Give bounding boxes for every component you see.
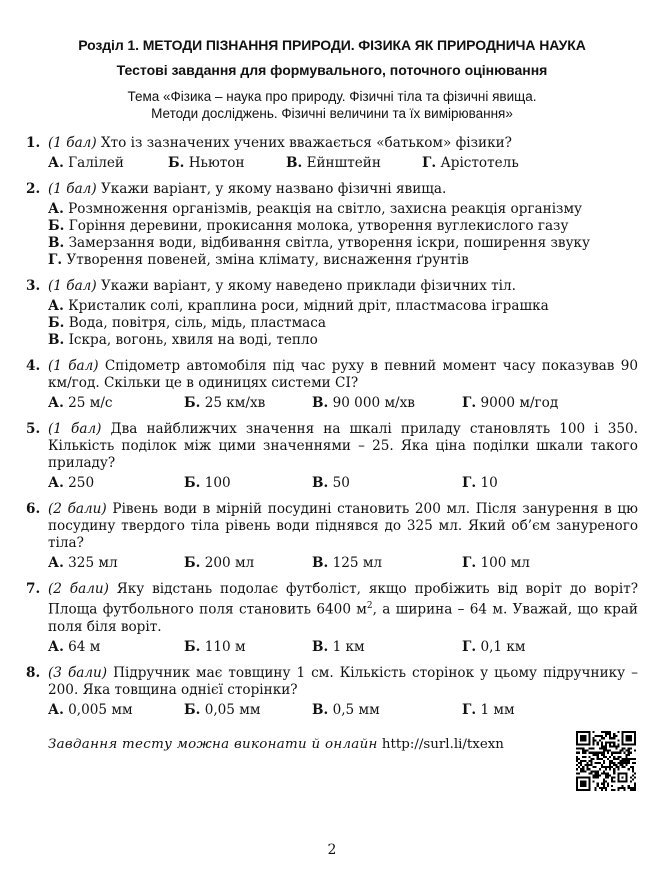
question-number: 8.: [26, 664, 41, 681]
answer-option-g[interactable]: Г. 9000 м/год: [462, 395, 559, 411]
answer-option-g[interactable]: Г. 1 мм: [462, 701, 515, 718]
question-text: Яку відстань подолає футболіст, якщо пробіжить від воріт до воріт? Площа футбольного поля становить 6400 м: [48, 581, 638, 618]
question-2: [26, 181, 638, 269]
answer-option-g[interactable]: Г. 0,1 км: [462, 638, 526, 655]
answer-option-a[interactable]: А. Розмноження організмів, реакція на світло, захисна реакція організму: [48, 201, 583, 217]
answer-option-b[interactable]: Б. Горіння деревини, прокисання молока, утворення вуглекислого газу: [48, 218, 569, 234]
subtitle: Тестові завдання для формувального, поточного оцінювання: [116, 62, 548, 78]
answer-option-b[interactable]: Б. 0,05 мм: [184, 701, 261, 718]
question-list: [26, 135, 638, 728]
answer-option-b[interactable]: Б. Вода, повітря, сіль, мідь, пластмаса: [48, 315, 326, 331]
topic-line-1: Тема «Фізика – наука про природу. Фізичні тіла та фізичні явища.: [127, 89, 537, 104]
answer-option-a[interactable]: А. Галілей: [48, 155, 124, 171]
question-text: Підручник має товщину 1 см. Кількість сторінок у цьому підручнику – 200. Яка товщина однієї сторінки?: [48, 664, 638, 698]
answer-option-a[interactable]: А. 25 м/с: [48, 395, 113, 411]
question-points: (2 бали): [48, 581, 109, 597]
answer-option-g[interactable]: Г. 100 мл: [462, 555, 530, 571]
question-number: 6.: [26, 501, 41, 517]
online-test-link[interactable]: http://surl.li/txexn: [381, 737, 504, 752]
qr-code-icon[interactable]: [576, 731, 636, 791]
question-number: 1.: [26, 135, 41, 151]
answer-option-v[interactable]: В. 0,5 мм: [312, 701, 380, 718]
question-text: Хто із зазначених учених вважається «батьком» фізики?: [100, 135, 512, 151]
answer-option-a[interactable]: А. 325 мл: [48, 555, 118, 571]
question-6: [26, 501, 638, 572]
answer-option-b[interactable]: Б. 110 м: [184, 638, 246, 655]
question-points: (1 бал): [48, 421, 102, 437]
topic: [0, 88, 664, 122]
question-text: Укажи варіант, у якому названо фізичні явища.: [100, 181, 447, 197]
page-number: 2: [327, 842, 337, 858]
question-points: (1 бал): [48, 135, 97, 151]
answer-options: [48, 475, 638, 492]
answer-option-a[interactable]: А. 0,005 мм: [48, 701, 133, 718]
question-text: Два найближчих значення на шкалі приладу становлять 100 і 350. Кількість поділок між цими значеннями – 25. Яка ціна поділки шкали такого приладу?: [48, 421, 639, 471]
question-number: 2.: [26, 181, 41, 197]
question-points: (1 бал): [48, 278, 97, 294]
question-text: Спідометр автомобіля під час руху в певний момент часу показував 90 км/год. Скільки це в одиницях системи СІ?: [48, 358, 638, 391]
question-1: [26, 135, 638, 172]
question-3: [26, 278, 638, 349]
answer-options: [48, 298, 638, 349]
online-note-text: Завдання тесту можна виконати й онлайн: [48, 737, 378, 752]
answer-option-b[interactable]: Б. 200 мл: [184, 555, 255, 571]
question-8: [26, 665, 638, 719]
question-text: Укажи варіант, у якому наведено приклади фізичних тіл.: [100, 278, 516, 294]
question-5: [26, 421, 638, 492]
answer-options: [48, 201, 638, 269]
question-points: (3 бали): [48, 664, 108, 681]
answer-option-v[interactable]: В. 1 км: [312, 638, 365, 655]
answer-option-g[interactable]: Г. 10: [462, 475, 498, 491]
online-note: [48, 737, 504, 752]
answer-options: [48, 155, 638, 172]
answer-option-v[interactable]: В. 50: [312, 475, 350, 491]
answer-option-v[interactable]: В. Ейнштейн: [286, 155, 381, 171]
answer-option-b[interactable]: Б. Ньютон: [168, 155, 245, 171]
answer-options: [48, 555, 638, 572]
answer-option-v[interactable]: В. 90 000 м/хв: [312, 395, 415, 411]
section-title: Розділ 1. МЕТОДИ ПІЗНАННЯ ПРИРОДИ. ФІЗИКА ЯК ПРИРОДНИЧА НАУКА: [78, 37, 586, 53]
answer-options: [48, 639, 638, 656]
question-text: Рівень води в мірній посудині становить 200 мл. Після занурення в цю посудину твердого тіла рівень води піднявся до 325 мл. Який об’єм зануреного тіла?: [48, 501, 639, 551]
answer-option-v[interactable]: В. 125 мл: [312, 555, 383, 571]
question-points: (2 бали): [48, 501, 107, 517]
answer-option-a[interactable]: А. Кристалик солі, краплина роси, мідний дріт, пластмасова іграшка: [48, 298, 549, 314]
answer-option-a[interactable]: А. 250: [48, 475, 95, 491]
question-4: [26, 358, 638, 412]
question-number: 5.: [26, 421, 41, 437]
answer-options: [48, 395, 638, 412]
question-text-continued: , а ширина – 64 м. Уважай, що край поля біля воріт.: [48, 601, 638, 635]
answer-option-a[interactable]: А. 64 м: [48, 638, 101, 655]
answer-option-b[interactable]: Б. 25 км/хв: [184, 395, 266, 411]
question-points: (1 бал): [48, 358, 99, 374]
answer-option-b[interactable]: Б. 100: [184, 475, 231, 491]
answer-option-v[interactable]: В. Іскра, вогонь, хвиля на воді, тепло: [48, 332, 318, 348]
answer-option-g[interactable]: Г. Арістотель: [422, 155, 519, 171]
question-points: (1 бал): [48, 181, 97, 197]
superscript-two: 2: [366, 601, 373, 611]
answer-option-g[interactable]: Г. Утворення повеней, зміна клімату, виснаження ґрунтів: [48, 252, 469, 268]
answer-options: [48, 702, 638, 719]
question-7: [26, 581, 638, 656]
question-number: 4.: [26, 358, 41, 374]
question-number: 7.: [26, 581, 41, 597]
topic-line-2: Методи досліджень. Фізичні величини та їх вимірювання»: [151, 106, 513, 121]
question-number: 3.: [26, 278, 41, 294]
answer-option-v[interactable]: В. Замерзання води, відбивання світла, утворення іскри, поширення звуку: [48, 235, 591, 251]
